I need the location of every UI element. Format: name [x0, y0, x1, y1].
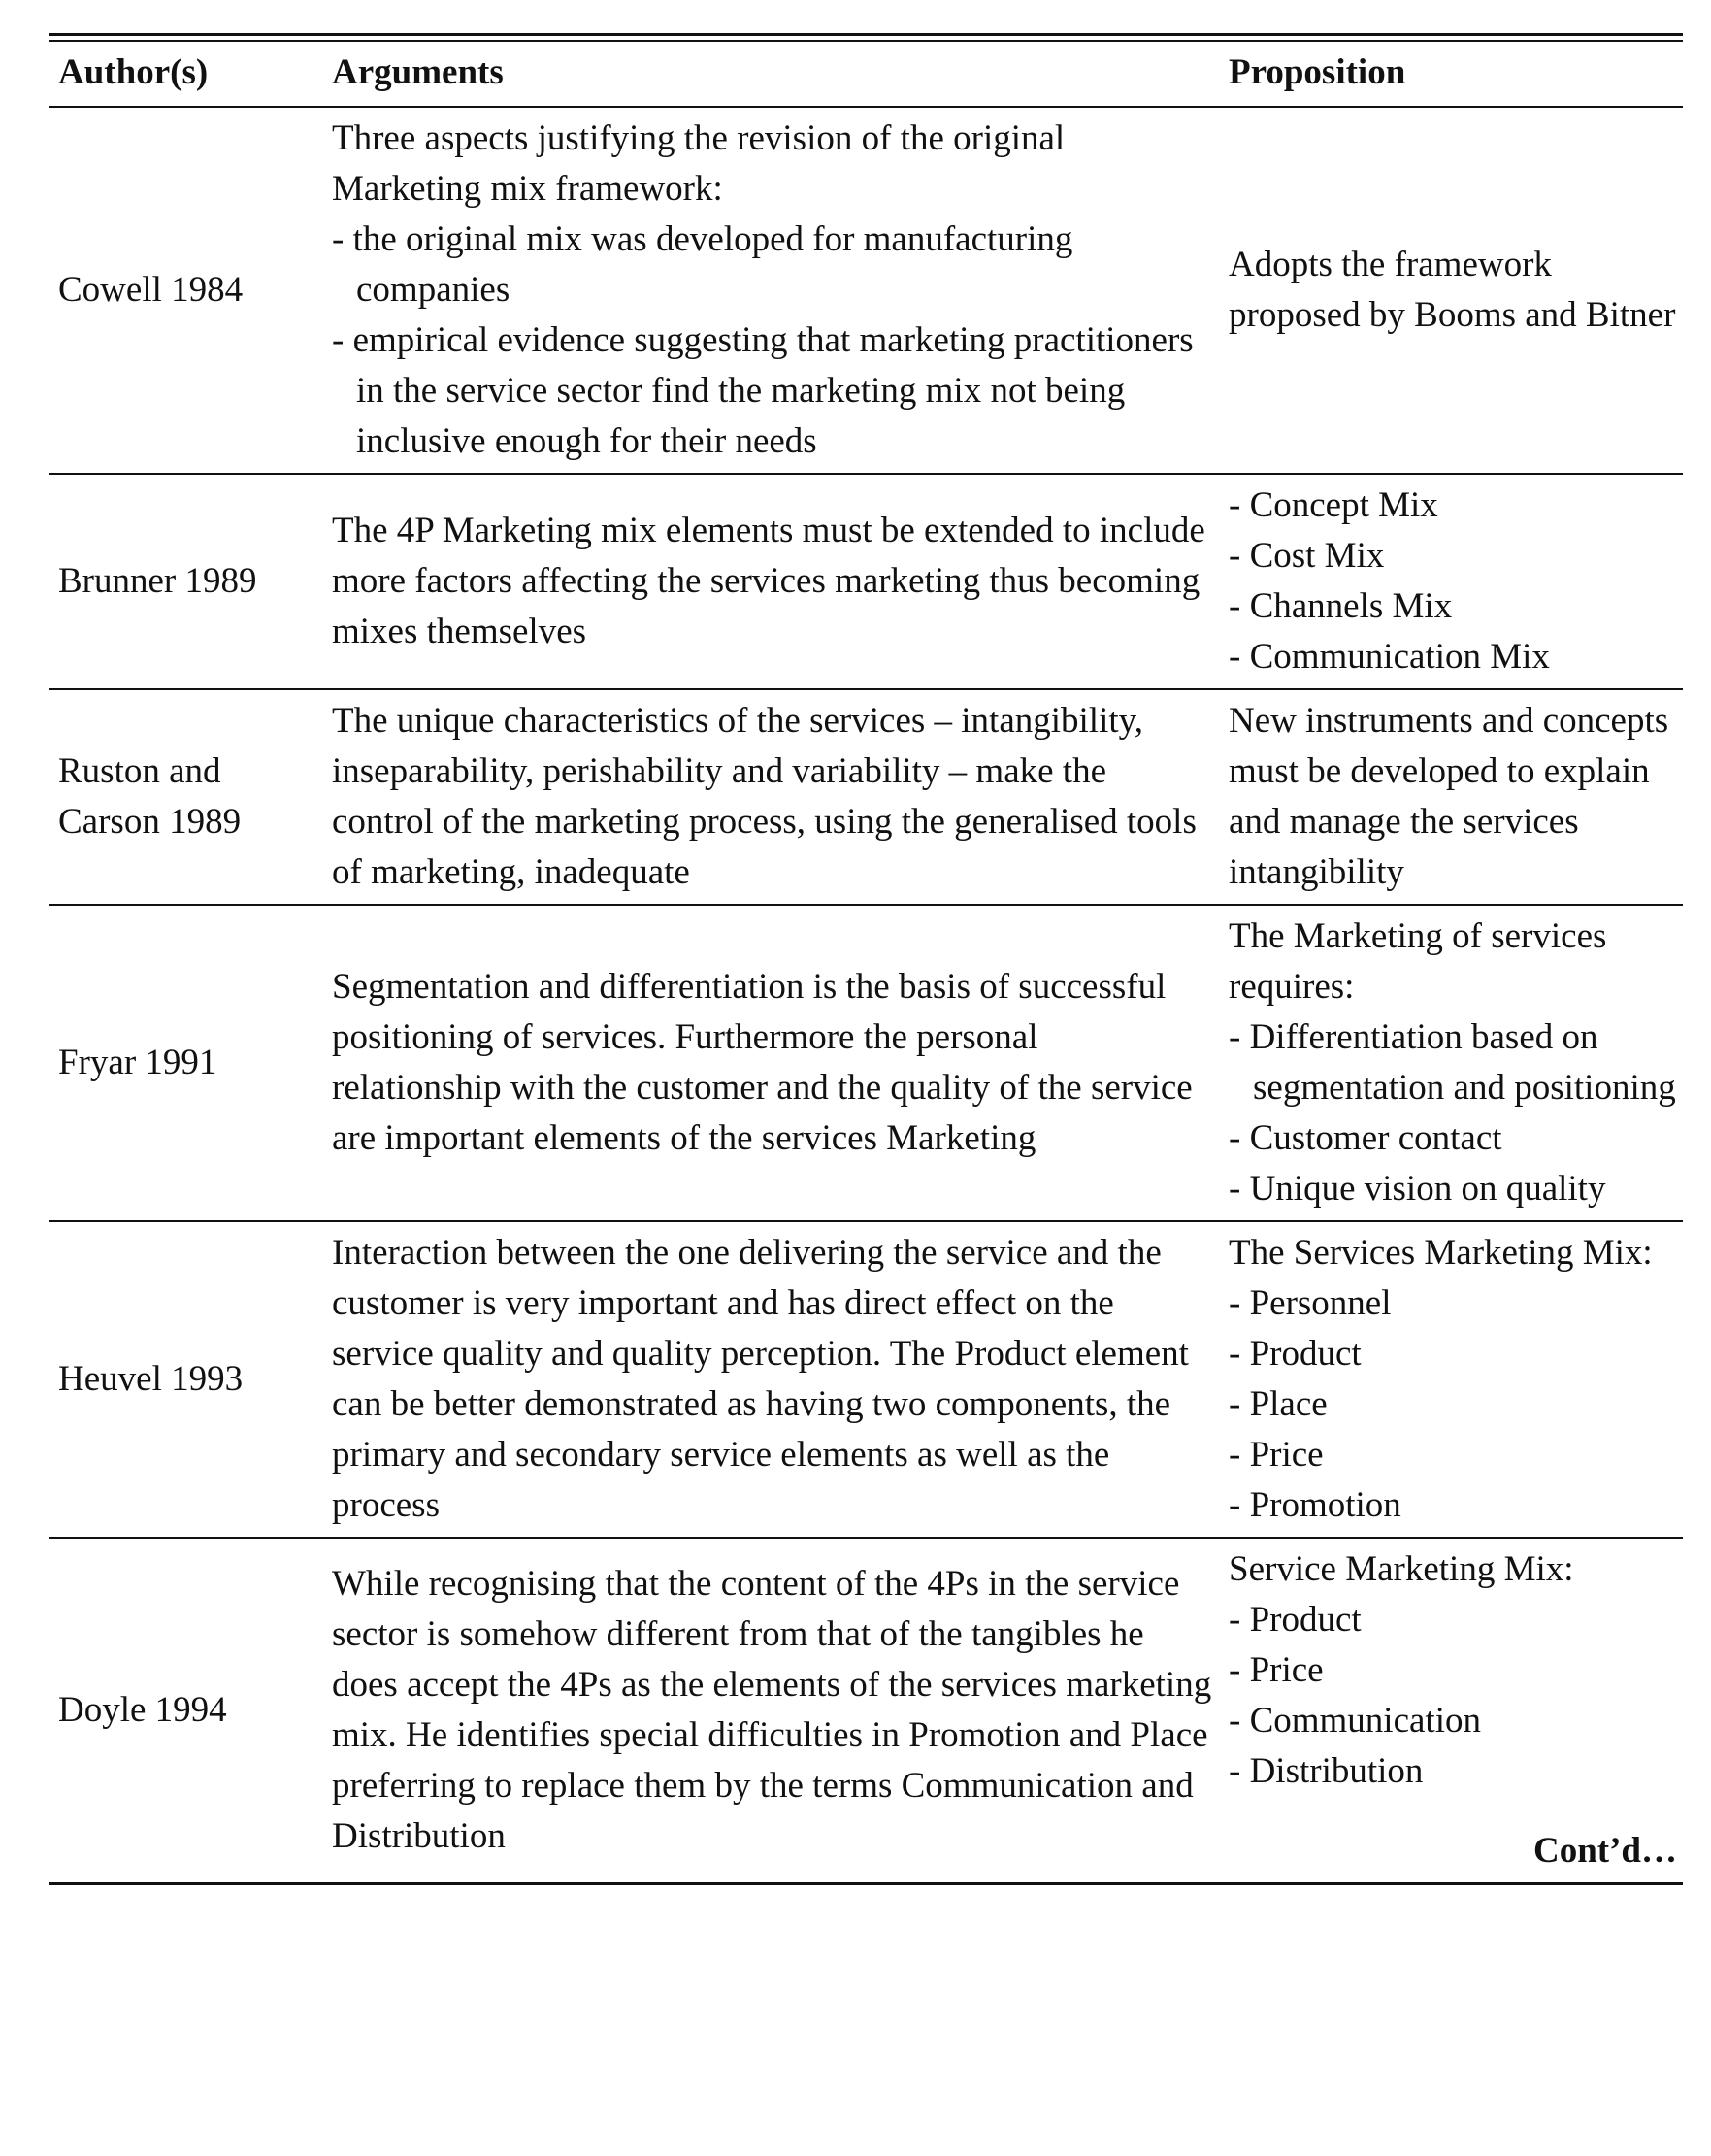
- proposition-cell: [1219, 1221, 1683, 1538]
- proposition-point: - Promotion: [1229, 1485, 1401, 1525]
- arguments-cell: [322, 474, 1219, 689]
- header-arguments: Arguments: [322, 42, 1219, 107]
- proposition-point: - Concept Mix: [1229, 485, 1438, 525]
- header-row: [49, 42, 1683, 107]
- argument-text: The 4P Marketing mix elements must be extended to include more factors affecting the services marketing thus becoming mixes themselves: [332, 511, 1205, 651]
- proposition-point: - Price: [1229, 1650, 1324, 1690]
- arguments-cell: [322, 1221, 1219, 1538]
- arguments-cell: [322, 905, 1219, 1221]
- proposition-text: The Services Marketing Mix:: [1229, 1233, 1653, 1273]
- proposition-point: - Personnel: [1229, 1283, 1392, 1323]
- proposition-point: - Product: [1229, 1334, 1362, 1374]
- table-row: [49, 1538, 1683, 1884]
- table-row: [49, 107, 1683, 474]
- proposition-point: - Communication Mix: [1229, 637, 1550, 677]
- table-row: [49, 689, 1683, 905]
- continued-label: Cont’d…: [1532, 1831, 1677, 1871]
- arguments-cell: [322, 1538, 1219, 1884]
- proposition-text: New instruments and concepts must be developed to explain and manage the services intangibility: [1229, 701, 1669, 892]
- proposition-point: - Cost Mix: [1229, 536, 1385, 576]
- proposition-point: - Unique vision on quality: [1229, 1169, 1606, 1209]
- proposition-point: - Price: [1229, 1435, 1324, 1475]
- argument-point: - empirical evidence suggesting that marketing practitioners in the service sector find the marketing mix not being inclusive enough for their needs: [332, 320, 1194, 461]
- author-cell: Cowell 1984: [49, 107, 322, 474]
- proposition-cell: [1219, 474, 1683, 689]
- proposition-cell: [1219, 689, 1683, 905]
- argument-text: While recognising that the content of the 4Ps in the service sector is somehow different from that of the tangibles he does accept the 4Ps as the elements of the services marketing mix. He identifies special difficulties in Promotion and Place preferring to replace them by the terms Communication and Distribution: [332, 1564, 1212, 1856]
- proposition-text: Adopts the framework proposed by Booms and Bitner: [1229, 245, 1676, 335]
- arguments-cell: [322, 689, 1219, 905]
- table-row: [49, 1221, 1683, 1538]
- proposition-point: - Product: [1229, 1600, 1362, 1640]
- author-cell: Doyle 1994: [49, 1538, 322, 1884]
- proposition-point: - Customer contact: [1229, 1118, 1502, 1158]
- proposition-cell: [1219, 1538, 1683, 1884]
- proposition-point: - Differentiation based on segmentation and positioning: [1229, 1017, 1676, 1108]
- proposition-point: - Communication: [1229, 1701, 1481, 1741]
- argument-list: [332, 215, 1213, 467]
- proposition-cell: [1219, 107, 1683, 474]
- proposition-point: - Place: [1229, 1384, 1328, 1424]
- proposition-cell: [1219, 905, 1683, 1221]
- proposition-list: [1229, 1012, 1677, 1214]
- table-row: [49, 905, 1683, 1221]
- proposition-list: [1229, 481, 1677, 682]
- argument-text: Segmentation and differentiation is the basis of successful positioning of services. Furthermore the personal relationship with the customer and the quality of the service are important elements of the services Marketing: [332, 967, 1193, 1158]
- author-cell: Heuvel 1993: [49, 1221, 322, 1538]
- proposition-point: - Distribution: [1229, 1751, 1424, 1791]
- table-body: [49, 107, 1683, 1884]
- proposition-text: The Marketing of services requires:: [1229, 916, 1607, 1007]
- argument-point: - the original mix was developed for manufacturing companies: [332, 219, 1073, 310]
- arguments-cell: [322, 107, 1219, 474]
- argument-text: Interaction between the one delivering the service and the customer is very important and has direct effect on the service quality and quality perception. The Product element can be better demonstrated as having two components, the primary and secondary service elements as well as the process: [332, 1233, 1189, 1525]
- literature-table: [49, 42, 1683, 1885]
- argument-text: The unique characteristics of the services – intangibility, inseparability, perishability and variability – make the control of the marketing process, using the generalised tools of marketing, inadequate: [332, 701, 1197, 892]
- argument-text: Three aspects justifying the revision of the original Marketing mix framework:: [332, 118, 1066, 209]
- header-author: Author(s): [49, 42, 322, 107]
- proposition-text: Service Marketing Mix:: [1229, 1549, 1574, 1589]
- proposition-list: [1229, 1595, 1677, 1797]
- document-page: [49, 33, 1683, 1885]
- table-top-rule: [49, 33, 1683, 36]
- author-cell: Fryar 1991: [49, 905, 322, 1221]
- table-row: [49, 474, 1683, 689]
- author-cell: Ruston and Carson 1989: [49, 689, 322, 905]
- proposition-point: - Channels Mix: [1229, 586, 1453, 626]
- header-proposition: Proposition: [1219, 42, 1683, 107]
- author-cell: Brunner 1989: [49, 474, 322, 689]
- proposition-list: [1229, 1278, 1677, 1531]
